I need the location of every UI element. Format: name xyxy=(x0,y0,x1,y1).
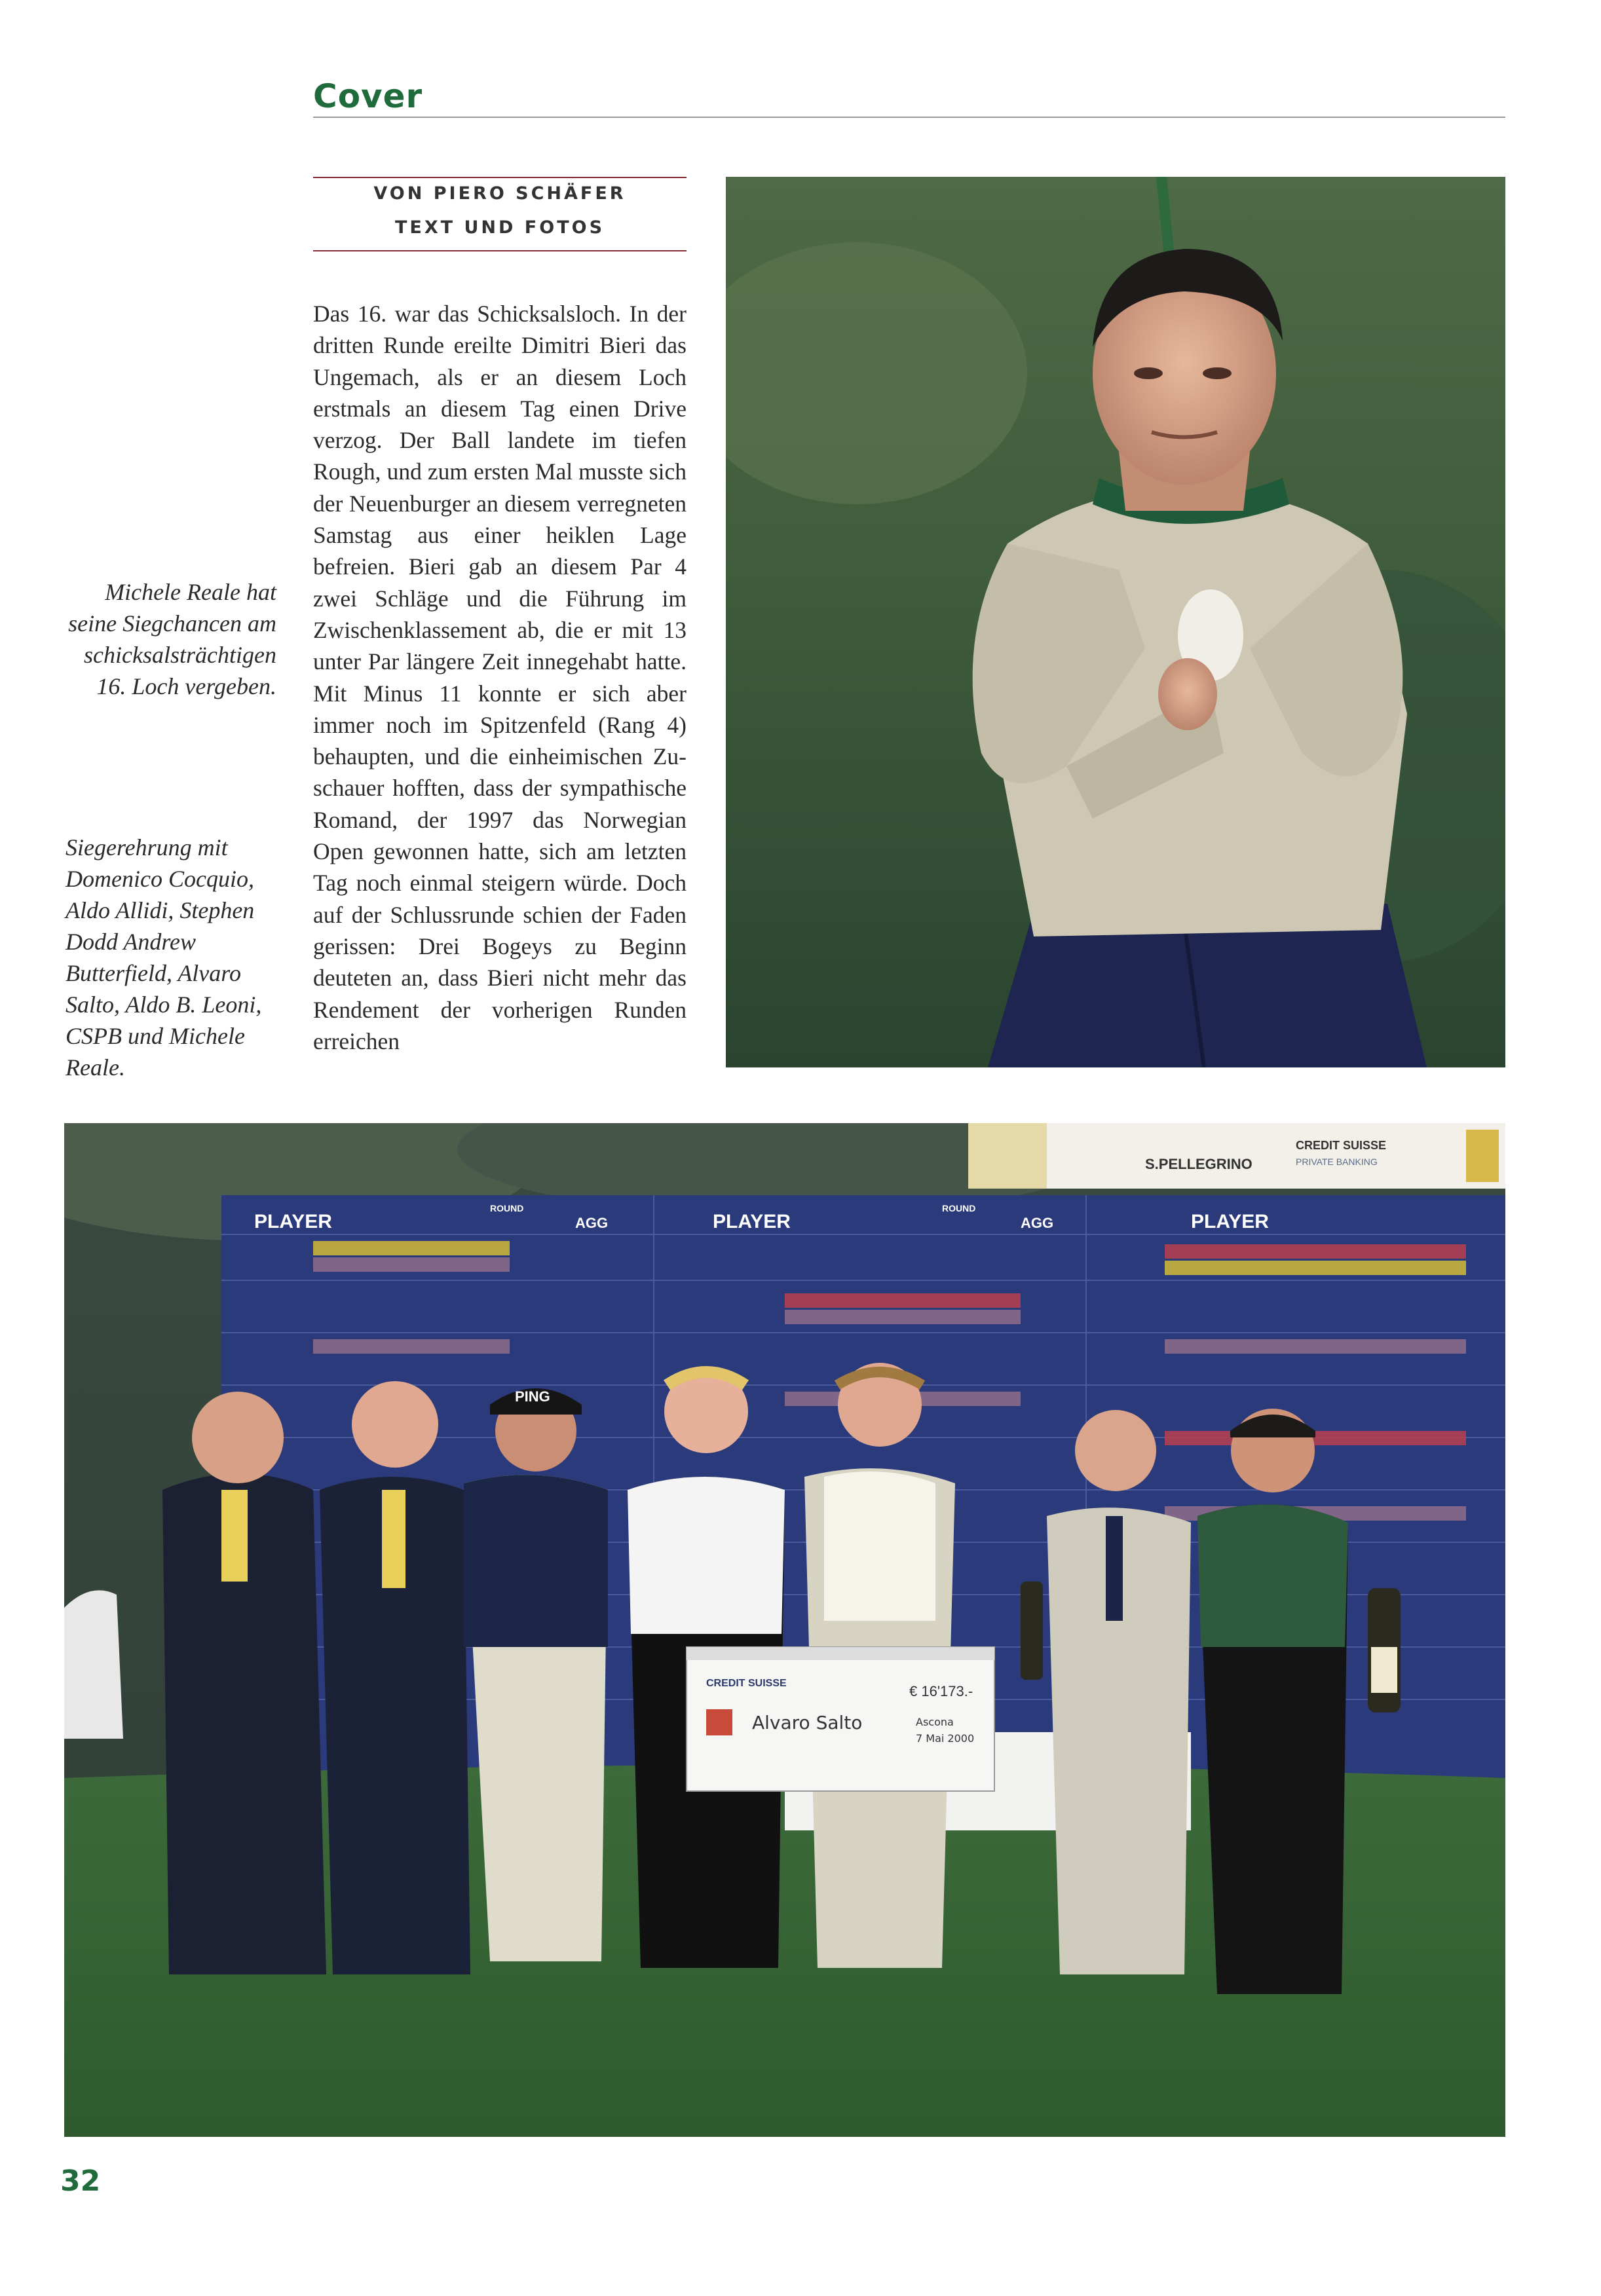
byline-rule-top xyxy=(313,177,687,178)
board-header-player-3: PLAYER xyxy=(1191,1211,1269,1232)
photo-caption-golfer: Michele Reale hat seine Siegchancen am schicksalsträchtigen 16. Loch vergeben. xyxy=(68,579,276,699)
photo-caption-ceremony: Siegerehrung mit Domenico Cocquio, Aldo Allidi, Stephen Dodd Andrew Butterfield, Alvaro Salto, Aldo B. Leoni, CSPB und Michele Reale. xyxy=(66,834,262,1081)
cheque-date: 7 Mai 2000 xyxy=(916,1732,975,1745)
golfer-photo xyxy=(726,177,1505,1067)
byline-rule-bottom xyxy=(313,250,687,251)
sponsor-pellegrino: S.PELLEGRINO xyxy=(1145,1156,1253,1172)
cheque-amount: € 16'173.- xyxy=(909,1683,973,1699)
prize-cheque xyxy=(687,1647,994,1791)
cheque-place: Ascona xyxy=(916,1716,954,1728)
sponsor-private-banking: PRIVATE BANKING xyxy=(1296,1157,1378,1167)
board-agg-1: AGG xyxy=(575,1215,609,1231)
article-body: Das 16. war das Schicksalsloch. In der dritten Runde ereilte Dimitri Bieri das Ungemach, als er an diesem Loch erstmals an diesem Tag einen Drive verzog. Der Ball landete im tiefen Rough, und zum ersten Mal musste sich der Neuenburger an diesem verregneten Samstag aus einer heiklen Lage befreien. Bieri gab an diesem Par 4 zwei Schläge und die Führung im Zwischenklassement ab, die er mit 13 unter Par längere Zeit innegehabt hatte. Mit Minus 11 konnte er sich aber immer noch im Spitzenfeld (Rang 4) behaupten, und die einheimischen Zuschauer hofften, dass der sympathische Romand, der 1997 das Norwegian Open gewonnen hatte, sich am letzten Tag noch einmal steigern würde. Doch auf der Schlussrunde schien der Faden gerissen: Drei Bogeys zu Beginn deuteten an, dass Bieri nicht mehr das Rendement der vorherigen Runden erreichen xyxy=(313,301,687,1054)
byline-credit: TEXT UND FOTOS xyxy=(394,217,605,238)
cheque-bank: CREDIT SUISSE xyxy=(706,1678,787,1689)
byline-author: VON PIERO SCHÄFER xyxy=(373,183,626,204)
section-title: Cover xyxy=(313,77,423,115)
board-round-1: ROUND xyxy=(490,1203,524,1213)
board-round-2: ROUND xyxy=(942,1203,976,1213)
cheque-payee: Alvaro Salto xyxy=(752,1712,863,1733)
board-agg-2: AGG xyxy=(1021,1215,1054,1231)
section-divider xyxy=(313,117,1505,118)
board-header-player-1: PLAYER xyxy=(254,1211,332,1232)
ceremony-photo xyxy=(64,1123,1505,2137)
sponsor-credit-suisse: CREDIT SUISSE xyxy=(1296,1139,1387,1152)
cap-logo: PING xyxy=(515,1388,550,1405)
page-number: 32 xyxy=(60,2164,101,2198)
board-header-player-2: PLAYER xyxy=(713,1211,791,1232)
